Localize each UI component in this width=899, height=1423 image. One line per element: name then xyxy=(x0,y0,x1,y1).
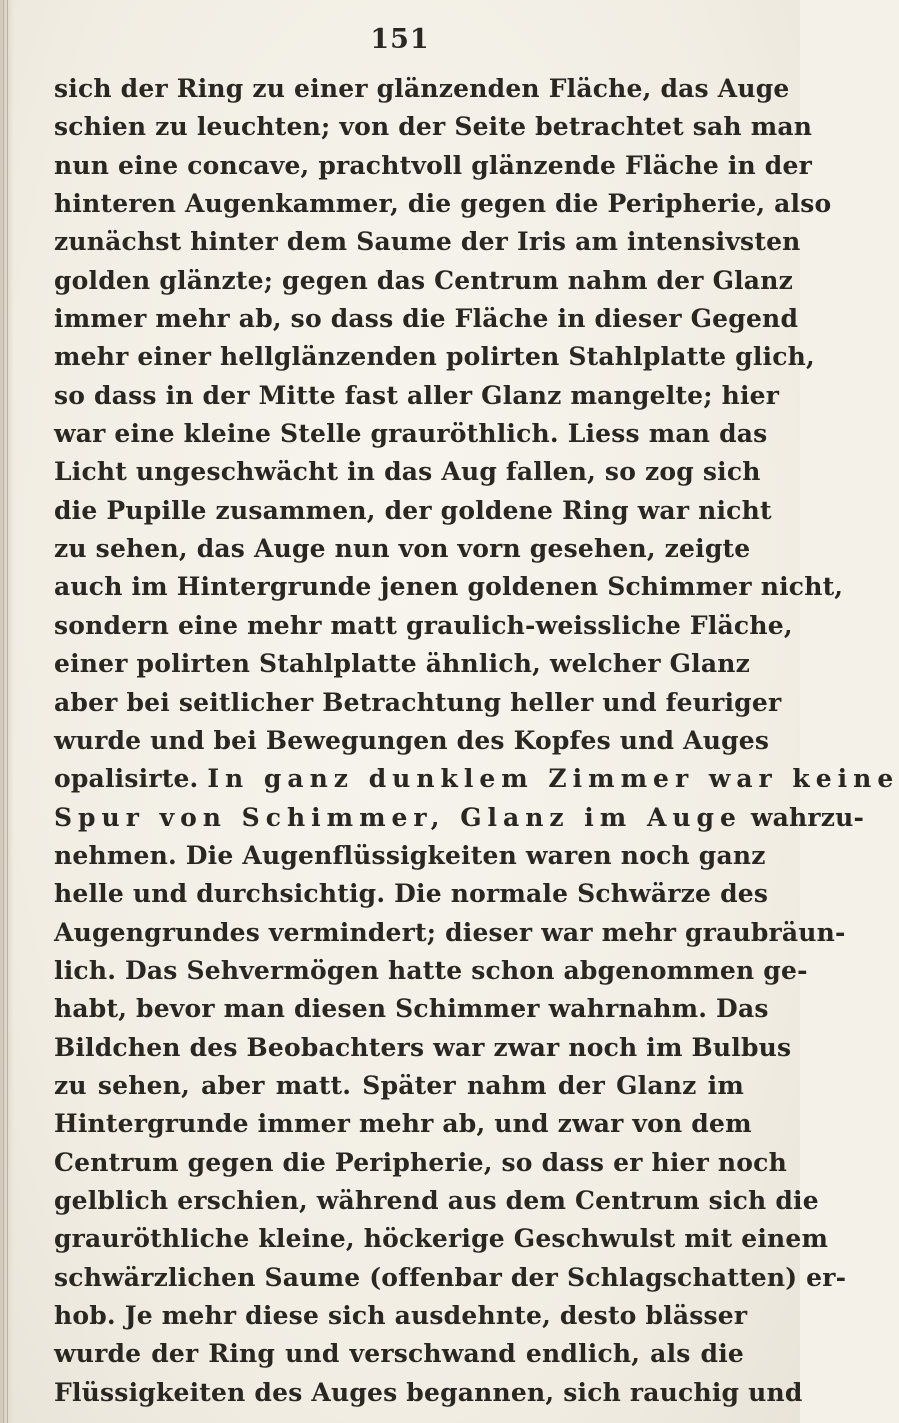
body-text xyxy=(54,70,899,1412)
text-line: zunächst hinter dem Saume der Iris am intensivsten xyxy=(54,227,801,257)
text-line: grauröthliche kleine, höckerige Geschwulst mit einem xyxy=(54,1224,829,1254)
text-line: Flüssigkeiten des Auges begannen, sich rauchig und xyxy=(54,1377,803,1407)
text-line: war eine kleine Stelle grauröthlich. Liess man das xyxy=(54,419,768,449)
text-line: mehr einer hellglänzenden polirten Stahlplatte glich, xyxy=(54,342,815,372)
text-line: sich der Ring zu einer glänzenden Fläche, das Auge xyxy=(54,74,790,103)
text-line: schien zu leuchten; von der Seite betrachtet sah man xyxy=(54,112,813,142)
text-line: Bildchen des Beobachters war zwar noch im Bulbus xyxy=(54,1032,792,1062)
text-line-mixed xyxy=(54,760,899,798)
spaced-emphasis: In ganz dunklem Zimmer war keine xyxy=(207,764,899,794)
text-line: nun eine concave, prachtvoll glänzende Fläche in der xyxy=(54,150,812,180)
text-line-mixed xyxy=(54,799,865,837)
text-line: die Pupille zusammen, der goldene Ring war nicht xyxy=(54,495,772,525)
text-line: auch im Hintergrunde jenen goldenen Schimmer nicht, xyxy=(54,572,844,602)
text-line: einer polirten Stahlplatte ähnlich, welcher Glanz xyxy=(54,649,751,679)
text-fragment: opalisirte. xyxy=(54,764,199,794)
text-line: nehmen. Die Augenflüssigkeiten waren noch ganz xyxy=(54,840,766,870)
text-line: aber bei seitlicher Betrachtung heller und feuriger xyxy=(54,687,782,717)
text-line: wurde der Ring und verschwand endlich, als die xyxy=(54,1339,744,1369)
gutter-line xyxy=(3,0,4,1423)
text-line: lich. Das Sehvermögen hatte schon abgenommen ge- xyxy=(54,955,808,985)
page-number: 151 xyxy=(370,24,430,55)
page-gutter xyxy=(0,0,14,1423)
text-line: schwärzlichen Saume (offenbar der Schlagschatten) er- xyxy=(54,1262,847,1292)
text-line: Augengrundes vermindert; dieser war mehr graubräun- xyxy=(54,917,846,947)
text-line: hob. Je mehr diese sich ausdehnte, desto blässer xyxy=(54,1301,748,1330)
text-line: zu sehen, aber matt. Später nahm der Glanz im xyxy=(54,1070,744,1100)
text-line: Licht ungeschwächt in das Aug fallen, so zog sich xyxy=(54,457,761,487)
text-line: sondern eine mehr matt graulich-weissliche Fläche, xyxy=(54,610,793,640)
text-line: golden glänzte; gegen das Centrum nahm der Glanz xyxy=(54,265,793,295)
text-line: hinteren Augenkammer, die gegen die Peripherie, also xyxy=(54,189,832,219)
text-line: gelblich erschien, während aus dem Centrum sich die xyxy=(54,1185,819,1215)
gutter-line xyxy=(7,0,8,1423)
text-line: wurde und bei Bewegungen des Kopfes und Auges xyxy=(54,725,770,755)
text-line: Hintergrunde immer mehr ab, und zwar von dem xyxy=(54,1109,752,1139)
text-fragment: wahrzu- xyxy=(750,802,865,832)
spaced-emphasis: Spur von Schimmer, Glanz im Auge xyxy=(54,802,742,832)
text-line: immer mehr ab, so dass die Fläche in dieser Gegend xyxy=(54,304,799,334)
text-line: Centrum gegen die Peripherie, so dass er hier noch xyxy=(54,1147,787,1177)
text-line: habt, bevor man diesen Schimmer wahrnahm. Das xyxy=(54,994,769,1024)
text-line: zu sehen, das Auge nun von vorn gesehen, zeigte xyxy=(54,534,751,564)
text-line: helle und durchsichtig. Die normale Schwärze des xyxy=(54,879,769,909)
text-line: so dass in der Mitte fast aller Glanz mangelte; hier xyxy=(54,380,780,410)
